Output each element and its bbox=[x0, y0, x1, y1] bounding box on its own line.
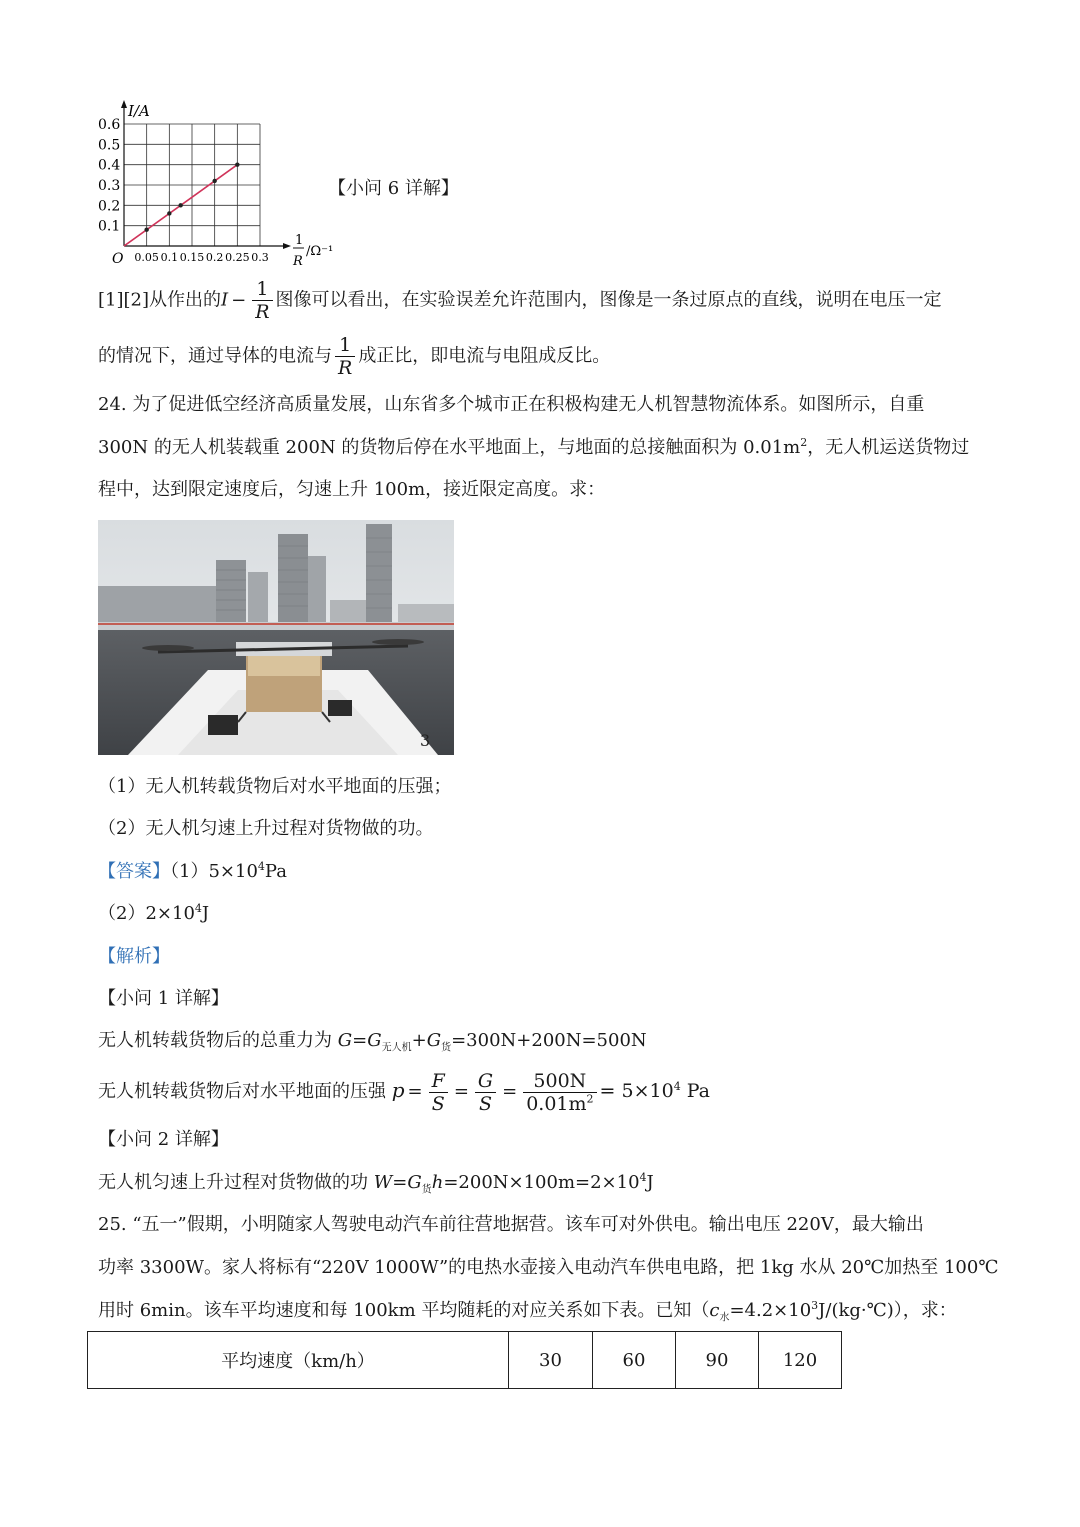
data-point bbox=[178, 203, 182, 207]
q24-work-line: 无人机匀速上升过程对货物做的功 $W=G_货h=200N\times 100m=2\times 10^4J$ bbox=[98, 1171, 654, 1196]
q24-answer1: 【答案】$(1)5\times 10^4Pa$ bbox=[98, 860, 287, 882]
data-point bbox=[235, 162, 239, 166]
table-row bbox=[88, 1332, 842, 1389]
q6-header: 【小问 6 详解】 bbox=[328, 178, 459, 199]
y-tick-label: 0.1 bbox=[98, 218, 121, 235]
x-tick-label: 0.1 bbox=[160, 251, 179, 264]
q24-sub2-header: 【小问 2 详解】 bbox=[98, 1129, 229, 1150]
answer-label: 【答案】 bbox=[98, 861, 170, 882]
x-tick-label: 0.15 bbox=[179, 251, 205, 264]
q24-pressure-line: 无人机转载货物后对水平地面的压强 p = $\frac{F}{S}$ = $\frac{G}{S}$ = $\frac{500N}{0.01m^2}$ = $5\times 10^4$ Pa bbox=[98, 1069, 710, 1115]
x-axis-arrow bbox=[283, 243, 291, 249]
q24-gravity-line: 无人机转载货物后的总重力为 $G=G_{无人机}+G_货=300N+200N=500N$ bbox=[98, 1030, 647, 1054]
y-axis-label: I/A bbox=[128, 102, 150, 120]
y-tick-label: 0.6 bbox=[98, 117, 121, 133]
x-axis-label-num: 1 bbox=[295, 233, 304, 248]
q6-explanation-line1: [1][2]从作出的I − $\frac{1}{R}$ 图像可以看出，在实验误差允许范围内，图像是一条过原点的直线，说明在电压一定 bbox=[98, 278, 942, 323]
q24-line3: 程中，达到限定速度后，匀速上升 100m，接近限定高度。求： bbox=[98, 479, 606, 500]
y-axis-arrow bbox=[121, 100, 127, 108]
q25-line2: 功率 3300W。家人将标有“220V 1000W”的电热水壶接入电动汽车供电电路，把 1kg 水从 20℃加热至 100℃ bbox=[98, 1257, 999, 1278]
q6-explanation-line2: 的情况下，通过导体的电流与 $\frac{1}{R}$ 成正比，即电流与电阻成反比。 bbox=[98, 334, 611, 379]
speed-table bbox=[87, 1331, 842, 1389]
data-point bbox=[212, 179, 216, 183]
graph-grid bbox=[124, 124, 260, 246]
q24-sub1: （1）无人机转载货物后对水平地面的压强； bbox=[98, 776, 452, 797]
table-cell: 120 bbox=[759, 1332, 842, 1389]
q24-answer2: $(2)2\times 10^4J$ bbox=[98, 902, 210, 924]
q25-line1: 25. “五一”假期，小明随家人驾驶电动汽车前往营地据营。该车可对外供电。输出电压 220V，最大输出 bbox=[98, 1214, 924, 1235]
x-tick-labels bbox=[134, 251, 268, 264]
inverse-r-fraction-2: $\frac{1}{R}$ bbox=[335, 334, 355, 379]
q24-line1: 24. 为了促进低空经济高质量发展，山东省多个城市正在积极构建无人机智慧物流体系。如图所示，自重 bbox=[98, 394, 925, 415]
inverse-r-fraction: $\frac{1}{R}$ bbox=[252, 278, 272, 323]
x-tick-label: 0.25 bbox=[225, 251, 250, 264]
data-point bbox=[144, 228, 148, 232]
data-point bbox=[167, 211, 171, 215]
table-cell: 90 bbox=[676, 1332, 759, 1389]
y-tick-label: 0.4 bbox=[98, 157, 121, 174]
x-tick-label: 0.05 bbox=[134, 251, 159, 264]
q24-sub1-header: 【小问 1 详解】 bbox=[98, 988, 229, 1009]
y-tick-label: 0.3 bbox=[98, 178, 121, 194]
table-header-cell: 平均速度（km/h） bbox=[88, 1332, 509, 1389]
pad-number-mark: 3 bbox=[420, 731, 431, 750]
table-cell: 30 bbox=[509, 1332, 593, 1389]
current-vs-inverse-resistance-graph bbox=[90, 98, 350, 273]
y-tick-label: 0.2 bbox=[98, 198, 121, 215]
analysis-label: 【解析】 bbox=[98, 946, 170, 967]
table-cell: 60 bbox=[593, 1332, 676, 1389]
y-tick-labels bbox=[98, 117, 120, 235]
x-tick-label: 0.3 bbox=[251, 251, 269, 264]
x-tick-label: 0.2 bbox=[205, 251, 224, 264]
q25-line3: 用时 6min。该车平均速度和每 100km 平均随耗的对应关系如下表。已知$(c_水=4.2\times 10^3J/(kg\cdot℃))$，求： bbox=[98, 1299, 957, 1324]
origin-label: O bbox=[112, 251, 124, 267]
x-axis-label-den: R bbox=[293, 254, 303, 269]
y-tick-label: 0.5 bbox=[98, 137, 121, 154]
drone-photo bbox=[98, 520, 454, 755]
q24-sub2: （2）无人机匀速上升过程对货物做的功。 bbox=[98, 818, 434, 839]
x-axis-unit: /Ω⁻¹ bbox=[306, 244, 334, 259]
q24-line2: 300N 的无人机装载重 200N 的货物后停在水平地面上，与地面的总接触面积为 $0.01m^2$，无人机运送货物过 bbox=[98, 436, 970, 458]
